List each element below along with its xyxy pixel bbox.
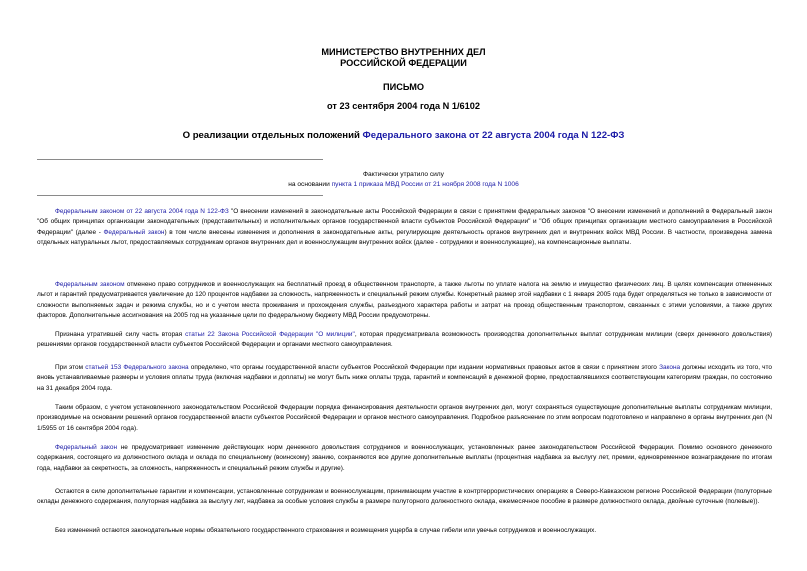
paragraph-1: [37, 207, 772, 249]
paragraph-2: [37, 280, 772, 322]
issuing-authority: [0, 47, 807, 69]
law-link[interactable]: Закона: [659, 364, 681, 371]
paragraph-5: [37, 403, 772, 434]
paragraph-text: отменено право сотрудников и военнослужащих на бесплатный проезд в общественном транспорте, а также льготы по уплате налога на землю и имущество физических лиц. В целях компенсации отмененных льгот и гарантий предусматривается увеличение до 120 процентов надбавки за сложность, напряженность и специальный режим службы. Конкретный размер этой надбавки с 1 января 2005 года будет определяться не только в зависимости от сложности выполняемых задач и режима службы, но и с учетом места проживания и прохождения службы, разъездного характера работы и затрат на проезд общественным транспортом, связанных с этими условиями, а также других факторов. Дополнительные ассигнования на 2005 год на указанные цели по федеральному бюджету МВД России предусмотрены.: [37, 281, 773, 320]
status-note: [0, 170, 807, 190]
subject-text: О реализации отдельных положений: [182, 130, 363, 141]
ministry-line-2: РОССИЙСКОЙ ФЕДЕРАЦИИ: [340, 58, 467, 68]
status-note-prefix: на основании: [288, 181, 332, 188]
paragraph-8: [37, 526, 772, 536]
law-link[interactable]: Федеральный закон: [55, 444, 117, 451]
law-link[interactable]: Федеральный закон: [103, 228, 165, 236]
divider-top: [37, 159, 323, 160]
document-type: ПИСЬМО: [382, 82, 425, 92]
ministry-line-1: МИНИСТЕРСТВО ВНУТРЕННИХ ДЕЛ: [321, 47, 486, 57]
paragraph-6: [37, 443, 772, 474]
paragraph-text: определено, что органы государственной власти субъектов Российской Федерации при издании нормативных правовых актов в связи с принятием этого: [188, 364, 660, 371]
paragraph-text: Признана утратившей силу часть вторая: [55, 331, 186, 338]
paragraph-text: должны исходить из того, что вновь устанавливаемые размеры и условия оплаты труда (включая надбавки и доплаты) не могут быть ниже оплаты труда, гарантий и компенсаций в денежной форме, предоставлявшихся соответствующим категориям граждан, по состоянию на 31 декабря 2004 года.: [37, 364, 772, 392]
status-note-order-link[interactable]: пункта 1 приказа МВД России от 21 ноября 2008 года N 1006: [331, 181, 519, 188]
divider-bottom: [37, 195, 323, 196]
paragraph-text: ) в том числе внесены изменения и дополнения в законодательные акты, регулирующие деятельность органов внутренних дел и внутренних войск МВД России. В частности, произведена замена отдельных натуральных льгот, предоставляемых сотрудникам органов внутренних дел и военнослужащим внутренних войск (далее - сотрудники и военнослужащие), на компенсационные выплаты.: [37, 228, 772, 247]
law-link[interactable]: Федеральным законом: [55, 281, 125, 288]
paragraph-text: При этом: [55, 364, 86, 371]
law-link[interactable]: Федеральным законом от 22 августа 2004 года N 122-ФЗ: [55, 208, 229, 215]
paragraph-3: [37, 330, 772, 351]
document-date-number: от 23 сентября 2004 года N 1/6102: [327, 101, 480, 111]
paragraph-text: Таким образом, с учетом установленного законодательством Российской Федерации порядка финансирования деятельности органов внутренних дел, могут сохраняться существующие дополнительные выплаты сотрудникам милиции, производимые на основании решений органов государственной власти субъектов Российской Федерации и органов местного самоуправления. Подробное разъяснение по этим вопросам подготовлено и направлено в органы внутренних дел (N 1/5955 от 16 сентября 2004 года).: [37, 404, 772, 432]
law-link[interactable]: статьи 22 Закона Российской Федерации "О милиции": [185, 331, 355, 338]
status-note-line: Фактически утратило силу: [363, 171, 444, 178]
document-subject: [0, 130, 807, 141]
paragraph-text: Без изменений остаются законодательные нормы обязательного государственного страхования и возмещения ущерба в случае гибели или увечья сотрудников и военнослужащих.: [55, 527, 597, 534]
paragraph-text: Остаются в силе дополнительные гарантии и компенсации, установленные сотрудникам и военнослужащим, принимающим участие в контртеррористических операциях в Северо-Кавказском регионе Российской Федерации (полуторные оклады денежного содержания, полуторная надбавка за выслугу лет, надбавка за особые условия службы в размере полуторного должностного оклада, ежемесячное пособие в размере должностного оклада, двойные суточные (полевые)).: [37, 488, 772, 506]
paragraph-text: "О внесении изменений в законодательные акты Российской Федерации в связи с принятием федеральных законов "О внесении изменений и дополнений в Федеральный закон "Об общих принципах организации законодательных (представительных) и исполнительных органов государственной власти субъектов Российской Федерации" и "Об общих принципах организации местного самоуправления в Российской Федерации" (далее -: [37, 208, 772, 236]
paragraph-7: [37, 487, 772, 508]
paragraph-4: [37, 363, 772, 394]
law-link[interactable]: статьей 153 Федерального закона: [85, 364, 189, 371]
subject-law-link[interactable]: Федерального закона от 22 августа 2004 года N 122-ФЗ: [362, 130, 625, 141]
paragraph-text: , которая предусматривала возможность производства дополнительных выплат сотрудникам милиции (сверх денежного довольствия) решениями органов государственной власти субъектов Российской Федерации и органами местного самоуправления.: [37, 331, 772, 349]
paragraph-text: не предусматривает изменение действующих норм денежного довольствия сотрудников и военнослужащих, установленных ранее законодательством Российской Федерации. Помимо основного денежного содержания, состоящего из должностного оклада и оклада по специальному (воинскому) званию, сохраняются все другие дополнительные выплаты (процентная надбавка за выслугу лет, премии, единовременное вознаграждение по итогам года, надбавки за секретность, за сложность, напряженность и специальный режим службы и другие).: [37, 444, 773, 472]
